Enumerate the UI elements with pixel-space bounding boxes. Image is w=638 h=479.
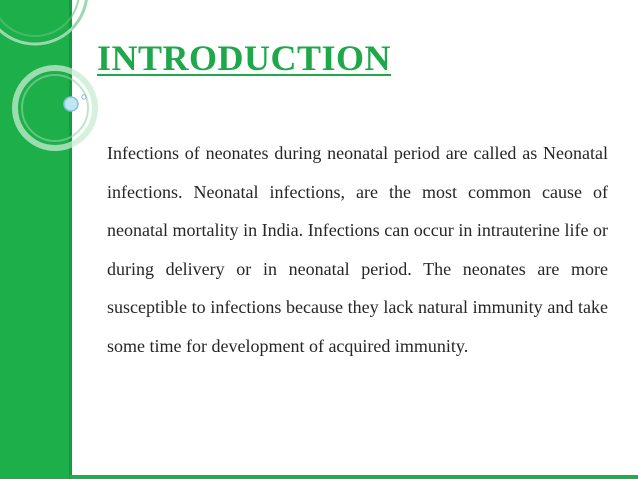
bottom-accent-bar: [70, 475, 638, 479]
decor-ring-top-inner: [0, 0, 79, 36]
decor-ring-top: [0, 0, 87, 44]
decor-ring-middle: [15, 68, 95, 148]
slide-title: INTRODUCTION: [97, 38, 392, 78]
decor-ring-middle-inner: [22, 75, 88, 141]
decorative-rings-icon: [0, 0, 110, 160]
decor-dot-large: [64, 97, 78, 111]
introduction-paragraph: Infections of neonates during neonatal period are called as Neonatal infections. Neonatal infections, are the most common cause of neonatal mortality in India. Infections can occur in intrauterine life or during delivery or in neonatal period. The neonates are more susceptible to infections because they lack natural immunity and take some time for development of acquired immunity.: [107, 143, 608, 356]
